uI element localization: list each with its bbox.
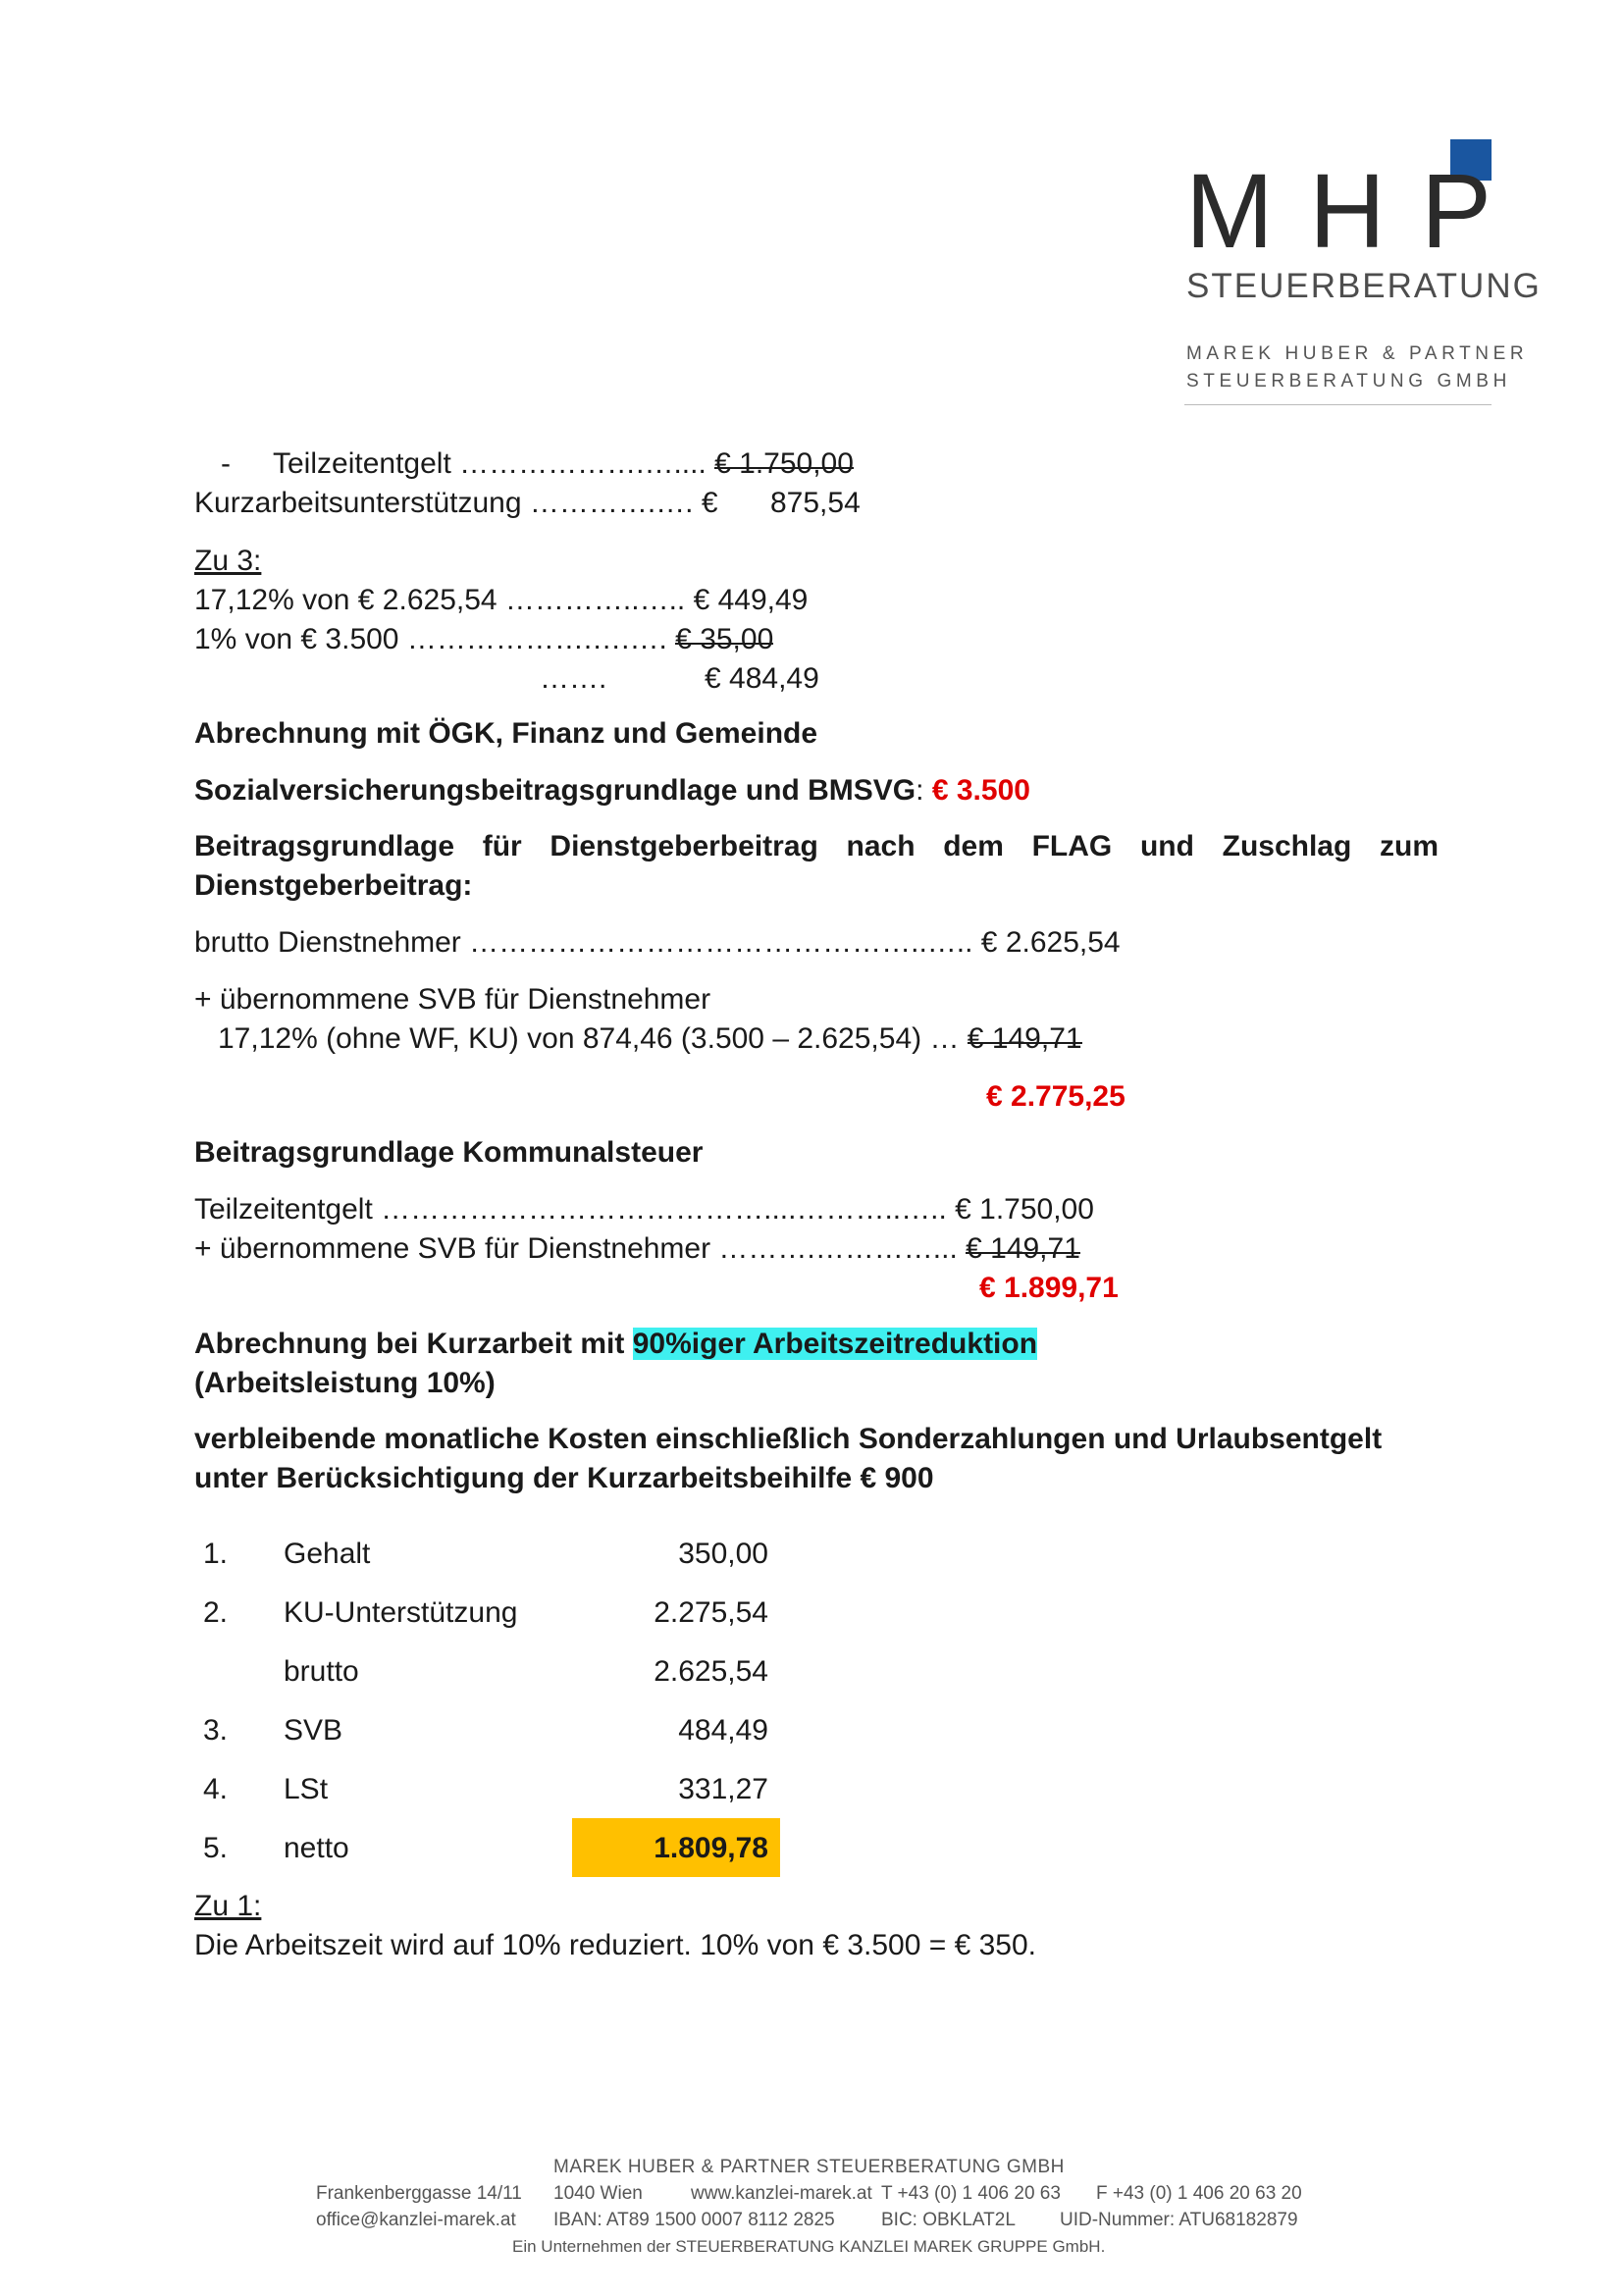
logo-divider [1184, 404, 1492, 405]
costs-line1: verbleibende monatliche Kosten einschließlich Sonderzahlungen und Urlaubsentgelt [194, 1423, 1383, 1455]
table-row-num: 3. [203, 1714, 229, 1747]
logo-mhp: MHP [1185, 151, 1527, 270]
zu3-row1: 17,12% von € 2.625,54 …………..….. € 449,49 [194, 584, 809, 616]
footer-fax: F +43 (0) 1 406 20 63 20 [1096, 2183, 1302, 2204]
table-row-label: LSt [284, 1773, 329, 1805]
table-row-label: brutto [284, 1655, 359, 1688]
footer-iban: IBAN: AT89 1500 0007 8112 2825 [553, 2210, 835, 2230]
svb-line2: 17,12% (ohne WF, KU) von 874,46 (3.500 – 2.625,54) … € 149,71 [218, 1022, 1082, 1055]
sv-line: Sozialversicherungsbeitragsgrundlage und BMSVG: € 3.500 [194, 774, 1030, 807]
table-row-label: netto [284, 1832, 349, 1864]
abrechnung-heading: Abrechnung mit ÖGK, Finanz und Gemeinde [194, 717, 818, 750]
table-row-num: 4. [203, 1773, 229, 1805]
zu1-heading: Zu 1: [194, 1890, 262, 1922]
zu3-heading: Zu 3: [194, 545, 262, 577]
zu1-text: Die Arbeitszeit wird auf 10% reduziert. 10% von € 3.500 = € 350. [194, 1929, 1037, 1961]
table-row-num: 1. [203, 1538, 229, 1570]
footer-group: Ein Unternehmen der STEUERBERATUNG KANZLEI MAREK GRUPPE GmbH. [512, 2237, 1106, 2256]
table-row-num: 5. [203, 1832, 229, 1864]
table-row-value: 2.625,54 [654, 1655, 768, 1688]
flag-total: € 2.775,25 [986, 1080, 1126, 1113]
zu3-row3-dots: ……. [540, 662, 607, 695]
footer-bic: BIC: OBKLAT2L [881, 2210, 1016, 2230]
kurzarbeit-line: Kurzarbeitsunterstützung ………….…. € [194, 487, 718, 519]
footer-web: www.kanzlei-marek.at [691, 2183, 872, 2204]
logo-line2: STEUERBERATUNG GMBH [1186, 371, 1511, 391]
kommunal-svb-value: € 149,71 [966, 1232, 1080, 1265]
table-row-label: SVB [284, 1714, 343, 1747]
table-row-label: KU-Unterstützung [284, 1596, 518, 1629]
flag-heading-line2: Dienstgeberbeitrag: [194, 869, 473, 902]
footer-email: office@kanzlei-marek.at [316, 2210, 516, 2230]
table-row-value: 350,00 [678, 1538, 768, 1570]
table-row-value: 2.275,54 [654, 1596, 768, 1629]
teilzeit-value: € 1.750,00 [714, 447, 854, 480]
table-row-value-netto: 1.809,78 [654, 1832, 768, 1864]
svb-value: € 149,71 [967, 1022, 1082, 1055]
kurzarbeit-heading: Abrechnung bei Kurzarbeit mit 90%iger Arbeitszeitreduktion [194, 1328, 1038, 1360]
kurzarbeit-heading-line2: (Arbeitsleistung 10%) [194, 1367, 496, 1399]
footer-uid: UID-Nummer: ATU68182879 [1060, 2210, 1298, 2230]
table-row-label: Gehalt [284, 1538, 371, 1570]
table-row-value: 331,27 [678, 1773, 768, 1805]
teilzeit-line: Teilzeitentgelt ……………….….... € 1.750,00 [273, 447, 854, 480]
footer-tel: T +43 (0) 1 406 20 63 [881, 2183, 1061, 2204]
brutto-line: brutto Dienstnehmer ………………………………………..….. € 2.625,54 [194, 926, 1121, 959]
zu3-total: € 484,49 [705, 662, 819, 695]
footer-address: Frankenberggasse 14/11 [316, 2183, 522, 2204]
zu3-row2: 1% von € 3.500 ……………….….…. € 35,00 [194, 623, 774, 655]
footer-city: 1040 Wien [553, 2183, 643, 2204]
flag-heading-line1: Beitragsgrundlage für Dienstgeberbeitrag nach dem FLAG und Zuschlag zum [194, 830, 1439, 862]
kurzarbeit-value: 875,54 [770, 487, 861, 519]
kommunal-total: € 1.899,71 [979, 1272, 1119, 1304]
logo-line1: MAREK HUBER & PARTNER [1186, 343, 1529, 364]
highlight-reduction: 90%iger Arbeitszeitreduktion [632, 1328, 1038, 1360]
zu3-row2-value: € 35,00 [675, 623, 774, 655]
kommunal-svb-line: + übernommene SVB für Dienstnehmer ……….…………... € 149,71 [194, 1232, 1080, 1265]
sv-value: € 3.500 [931, 774, 1030, 807]
svb-line1: + übernommene SVB für Dienstnehmer [194, 983, 711, 1016]
costs-line2: unter Berücksichtigung der Kurzarbeitsbeihilfe € 900 [194, 1462, 934, 1494]
table-row-num: 2. [203, 1596, 229, 1629]
kommunal-teil-line: Teilzeitentgelt …………………………………....………..….. € 1.750,00 [194, 1193, 1094, 1226]
kommunal-heading: Beitragsgrundlage Kommunalsteuer [194, 1136, 704, 1169]
list-dash: - [221, 447, 231, 480]
footer-company: MAREK HUBER & PARTNER STEUERBERATUNG GMBH [553, 2157, 1065, 2177]
table-row-value: 484,49 [678, 1714, 768, 1747]
logo-steuerberatung: STEUERBERATUNG [1186, 267, 1542, 305]
